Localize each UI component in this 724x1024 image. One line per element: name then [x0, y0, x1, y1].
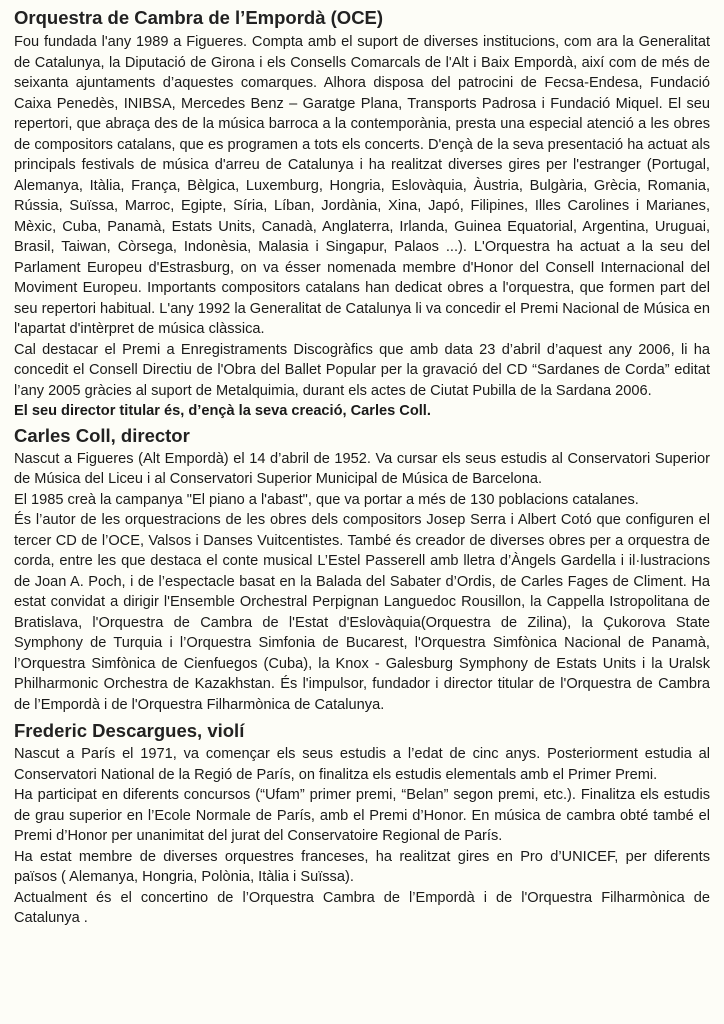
paragraph-descargues-current: Actualment és el concertino de l’Orquestra Cambra de l’Empordà i de l'Orquestra Filharmònica de Catalunya .	[14, 889, 710, 926]
section-oce	[14, 6, 710, 422]
paragraph-coll-campaign: El 1985 creà la campanya "El piano a l'abast", que va portar a més de 130 poblacions catalanes.	[14, 491, 639, 508]
paragraph-descargues-tours: Ha estat membre de diverses orquestres franceses, ha realitzat gires en Pro d’UNICEF, per diferents països ( Alemanya, Hongria, Polònia, Itàlia i Suïssa).	[14, 848, 710, 885]
paragraph-coll-works: És l’autor de les orquestracions de les obres dels compositors Josep Serra i Albert Cotó que configuren el tercer CD de l’OCE, Valsos i Danses Vuitcentistes. També és creador de diverses obres per a orquestra de corda, entre les que destaca el conte musical L’Estel Passerell amb lletra d’Àngels Gardella i il·lustracions de Joan A. Poch, i de l’espectacle basat en la Balada del Sabater d’Ordis, de Carles Fages de Climent. Ha estat convidat a dirigir l'Ensemble Orchestral Perpignan Languedoc Rousillon, la Cappella Istropolitana de Bratislava, l'Orquestra de Cambra de l'Estat d'Eslovàquia(Orquestra de Zilina), la Çukorova State Symphony de Turquia i l’Orquestra Simfonia de Bucarest, l'Orquestra Simfònica Nacional de Panamà, l’Orquestra Simfònica de Cienfuegos (Cuba), la Knox - Galesburg Symphony de Estats Units i la Uralsk Philharmonic Orchestra de Kazakhstan. És l'impulsor, fundador i director titular de l'Orquestra de Cambra de l’Empordà i de l'Orquestra Filharmònica de Catalunya.	[14, 512, 710, 713]
section-carles-coll	[14, 424, 710, 716]
paragraph-oce-history: Fou fundada l'any 1989 a Figueres. Compta amb el suport de diverses institucions, com ara la Generalitat de Catalunya, la Diputació de Girona i els Consells Comarcals de l'Alt i Baix Empordà, així com de més de seixanta ajuntaments d’aquestes comarques. Alhora disposa del patrocini de Fecsa-Endesa, Fundació Caixa Penedès, INIBSA, Mercedes Benz – Garatge Plana, Transports Padrosa i Fundació Miquel. El seu repertori, que abraça des de la música barroca a la contemporània, presta una especial atenció a les obres de compositors catalans, que es programen a tots els concerts. D'ençà de la seva presentació ha actuat als principals festivals de música d'arreu de Catalunya i ha realitzat diverses gires per l'estranger (Portugal, Alemanya, Itàlia, França, Bèlgica, Luxemburg, Hongria, Eslovàquia, Àustria, Bulgària, Grècia, Romania, Rússia, Suïssa, Marroc, Egipte, Síria, Líban, Jordània, Xina, Japó, Filipines, Illes Carolines i Marianes, Mèxic, Cuba, Panamà, Estats Units, Canadà, Anglaterra, Irlanda, Guinea Equatorial, Argentina, Uruguai, Brasil, Taiwan, Còrsega, Indonèsia, Malasia i Singapur, Palaos ...). L'Orquestra ha actuat a la seu del Parlament Europeu d'Estrasburg, on va ésser nomenada membre d'Honor del Consell Internacional del Moviment Europeu. Importants compositors catalans han dedicat obres a l'orquestra, que formen part del seu repertori habitual. L'any 1992 la Generalitat de Catalunya li va concedir el Premi Nacional de Música en l'apartat d'intèrpret de música clàssica.	[14, 34, 710, 337]
section-frederic-descargues	[14, 719, 710, 929]
paragraph-descargues-birth: Nascut a París el 1971, va començar els seus estudis a l’edat de cinc anys. Posteriorment estudia al Conservatori National de la Regió de París, on finalitza els estudis elementals amb el Primer Premi.	[14, 746, 710, 783]
paragraph-coll-birth: Nascut a Figueres (Alt Empordà) el 14 d’abril de 1952. Va cursar els seus estudis al Conservatori Superior de Música del Liceu i al Conservatori Superior Municipal de Música de Barcelona.	[14, 450, 710, 487]
paragraph-descargues-competitions: Ha participat en diferents concursos (“Ufam” primer premi, “Belan” segon premi, etc.). Finalitza els estudis de grau superior en l’Ecole Normale de París, amb el Premi d’Honor. En música de cambra obté també el Premi d’Honor per unanimitat del jurat del Conservatoire Regional de París.	[14, 787, 710, 844]
paragraph-oce-director: El seu director titular és, d’ençà la seva creació, Carles Coll.	[14, 403, 431, 419]
section-heading-descargues: Frederic Descargues, violí	[14, 720, 245, 741]
section-heading-carles-coll: Carles Coll, director	[14, 424, 190, 446]
paragraph-oce-award: Cal destacar el Premi a Enregistraments Discogràfics que amb data 23 d’abril d’aquest any 2006, li ha concedit el Consell Directiu de l'Obra del Ballet Popular per la gravació del CD “Sardanes de Corda” editat l’any 2005 gràcies al suport de Metalquimia, durant els actes de Ciutat Pubilla de la Sardana 2006.	[14, 341, 710, 399]
section-heading-oce: Orquestra de Cambra de l’Empordà (OCE)	[14, 7, 384, 28]
